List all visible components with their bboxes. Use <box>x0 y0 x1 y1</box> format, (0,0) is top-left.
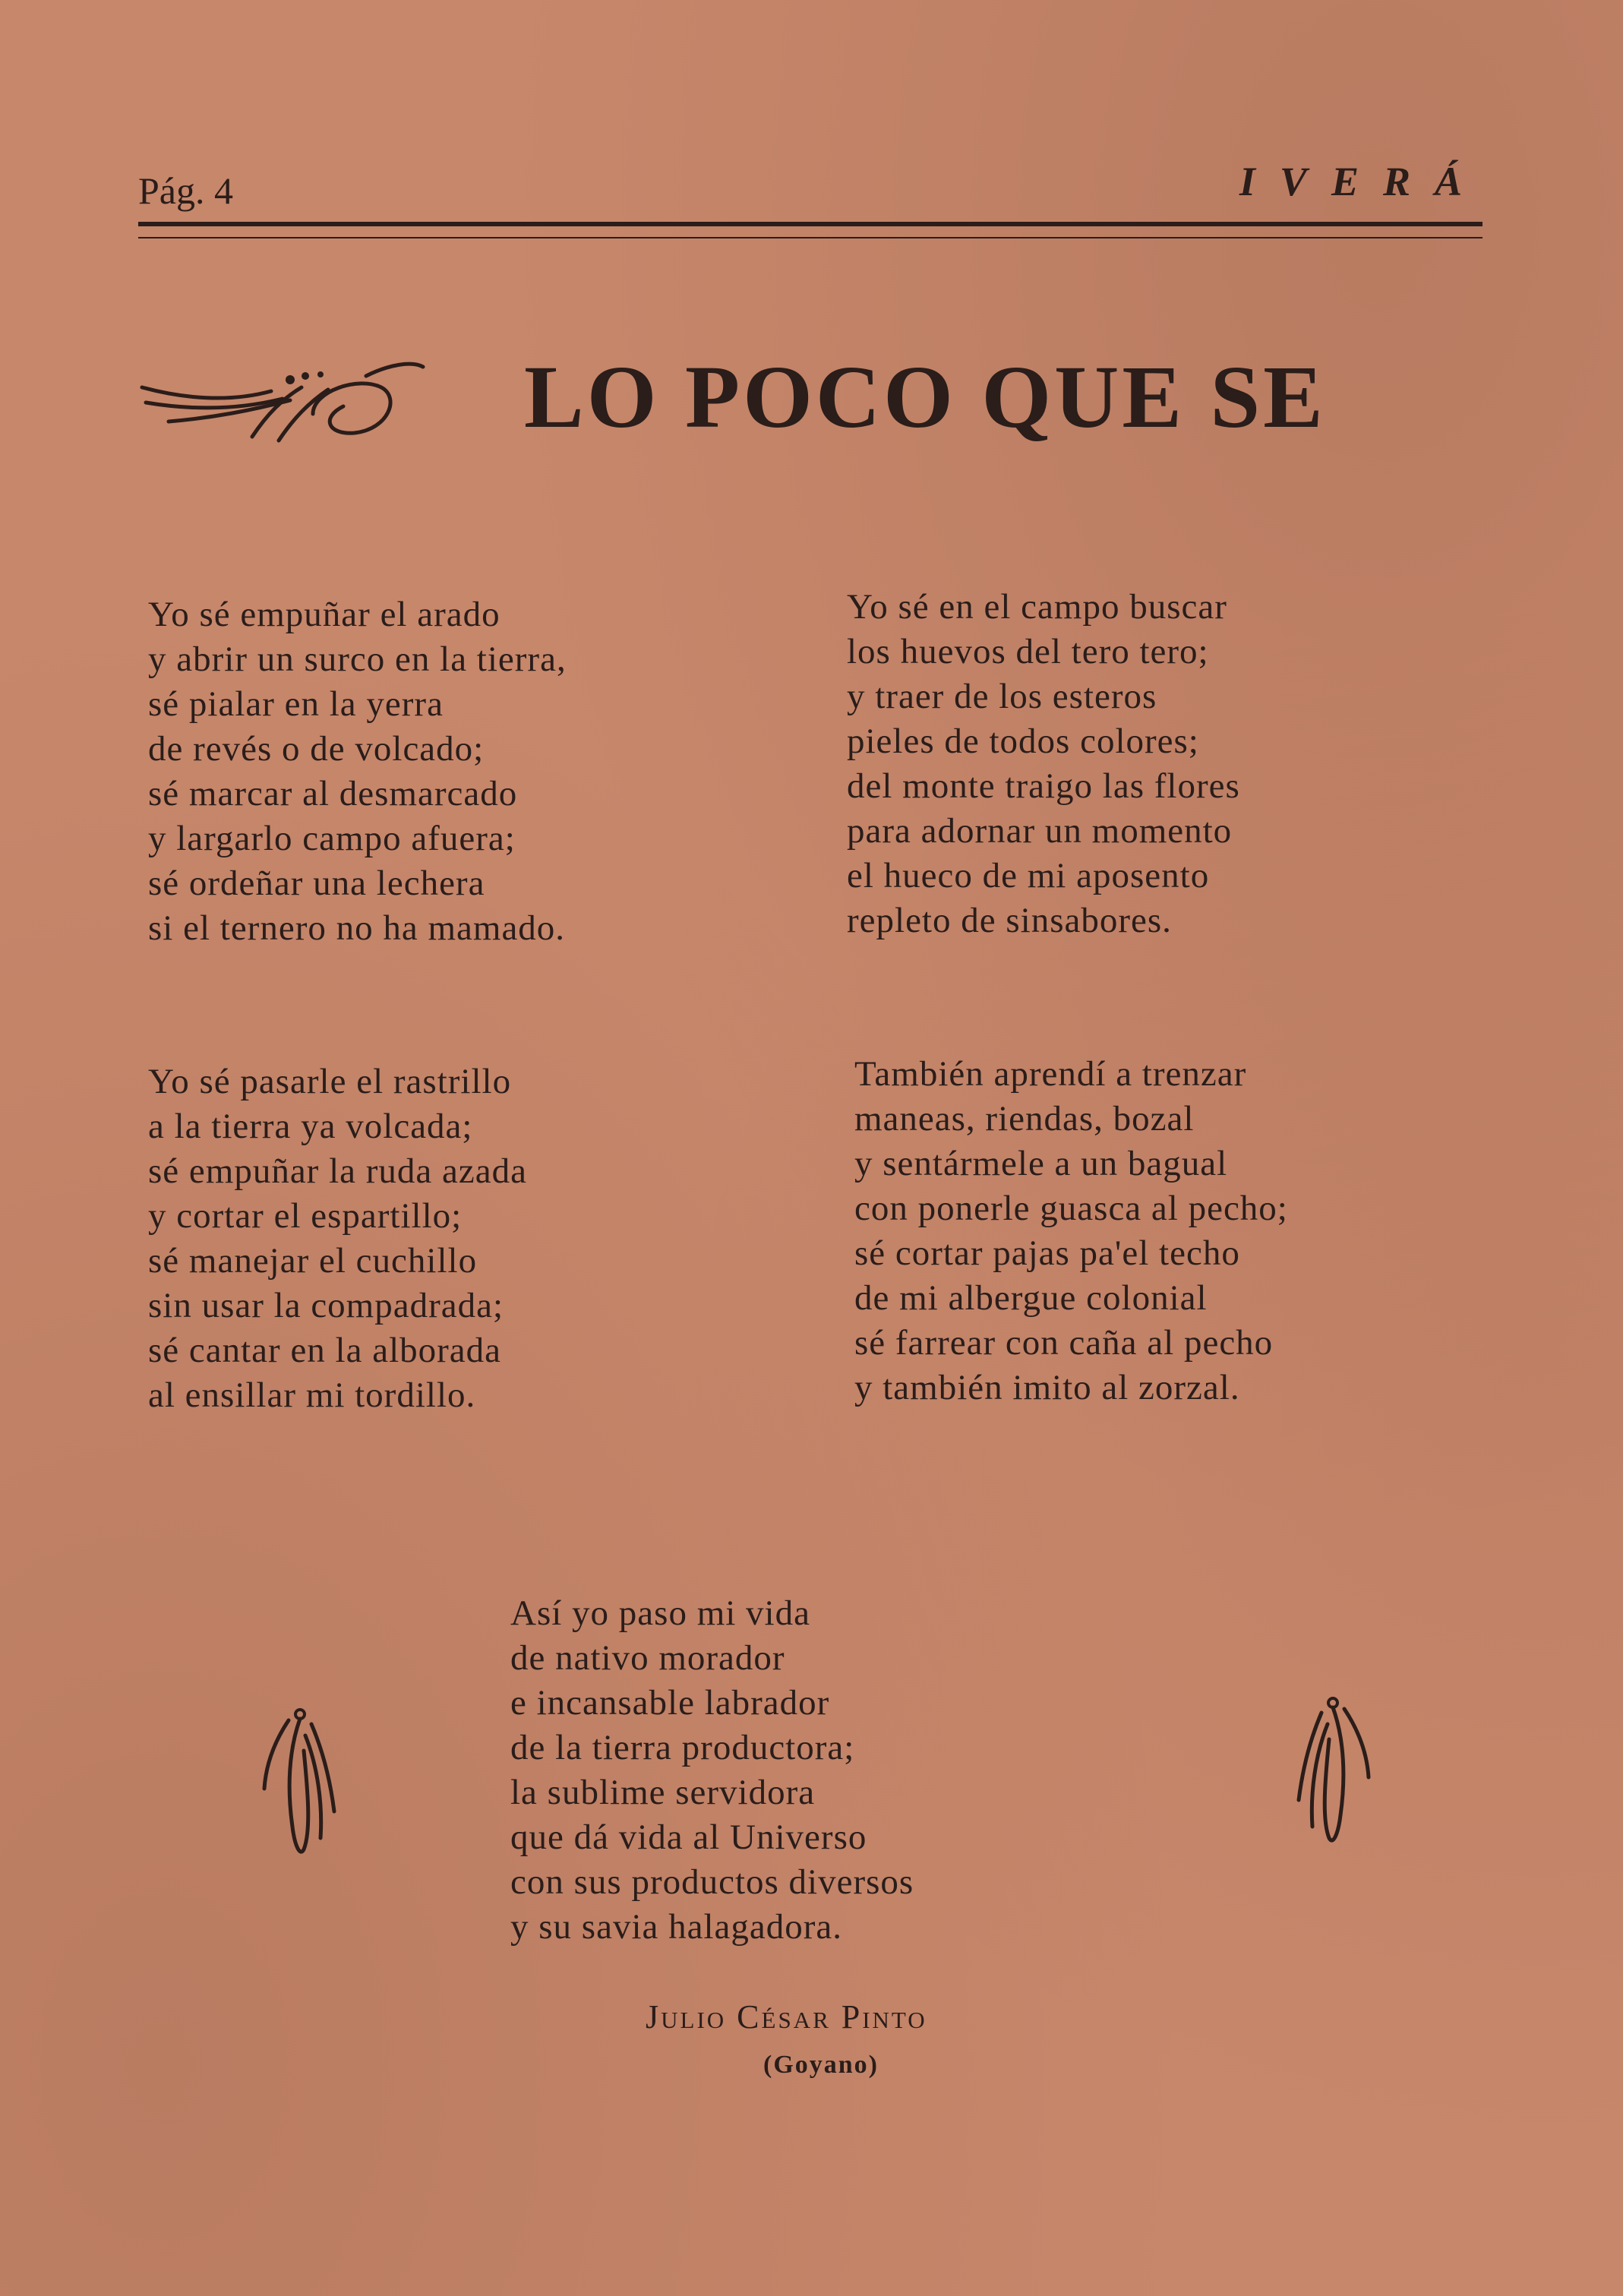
stanza-line: Yo sé pasarle el rastrillo <box>148 1062 512 1101</box>
stanza-line: con ponerle guasca al pecho; <box>854 1189 1288 1228</box>
stanza-line: del monte traigo las flores <box>847 766 1240 806</box>
author-pseudonym: (Goyano) <box>763 2051 879 2079</box>
leaf-ornament-icon <box>258 1705 342 1872</box>
stanza-line: repleto de sinsabores. <box>847 901 1172 940</box>
stanza-line: sé farrear con caña al pecho <box>854 1323 1274 1363</box>
stanza-5 <box>510 1591 914 1950</box>
stanza-line: el hueco de mi aposento <box>847 856 1210 895</box>
leaf-ornament-icon <box>1291 1694 1375 1861</box>
stanza-line: a la tierra ya volcada; <box>148 1107 473 1146</box>
stanza-line: para adornar un momento <box>847 811 1233 851</box>
stanza-line: al ensillar mi tordillo. <box>148 1375 476 1415</box>
stanza-line: pieles de todos colores; <box>847 722 1199 761</box>
stanza-line: los huevos del tero tero; <box>847 632 1209 671</box>
stanza-line: y abrir un surco en la tierra, <box>148 640 567 679</box>
stanza-1 <box>148 592 567 951</box>
stanza-line: de la tierra productora; <box>510 1728 855 1767</box>
stanza-line: que dá vida al Universo <box>510 1818 867 1857</box>
stanza-line: También aprendí a trenzar <box>854 1054 1247 1094</box>
stanza-line: con sus productos diversos <box>510 1862 914 1902</box>
stanza-line: maneas, riendas, bozal <box>854 1099 1195 1139</box>
stanza-line: de mi albergue colonial <box>854 1278 1208 1318</box>
stanza-line: sé cantar en la alborada <box>148 1331 502 1370</box>
stanza-line: Así yo paso mi vida <box>510 1593 810 1633</box>
stanza-line: de nativo morador <box>510 1638 785 1678</box>
poem-title: LO POCO QUE SE <box>524 347 1326 447</box>
stanza-2 <box>847 585 1240 943</box>
header-rule-thick <box>138 222 1482 226</box>
header-rule-thin <box>138 237 1482 238</box>
stanza-line: la sublime servidora <box>510 1773 816 1812</box>
stanza-line: sé empuñar la ruda azada <box>148 1151 527 1191</box>
stanza-line: y cortar el espartillo; <box>148 1196 463 1236</box>
stanza-line: e incansable labrador <box>510 1683 830 1723</box>
stanza-line: Yo sé en el campo buscar <box>847 587 1227 627</box>
stanza-line: y también imito al zorzal. <box>854 1368 1240 1407</box>
page-number: Pág. 4 <box>138 169 233 212</box>
stanza-line: sé ordeñar una lechera <box>148 864 485 903</box>
author-name: Julio César Pinto <box>646 1998 927 2035</box>
stanza-3 <box>148 1060 527 1418</box>
stanza-line: y sentármele a un bagual <box>854 1144 1228 1183</box>
stanza-line: de revés o de volcado; <box>148 729 485 769</box>
stanza-line: si el ternero no ha mamado. <box>148 908 566 948</box>
stanza-line: sé marcar al desmarcado <box>148 774 518 813</box>
stanza-4 <box>854 1052 1288 1410</box>
stanza-line: sé manejar el cuchillo <box>148 1241 478 1281</box>
stanza-line: sé pialar en la yerra <box>148 684 444 724</box>
stanza-line: sin usar la compadrada; <box>148 1286 504 1325</box>
stanza-line: Yo sé empuñar el arado <box>148 595 500 634</box>
journal-title: IVERÁ <box>1239 159 1486 204</box>
stanza-line: y traer de los esteros <box>847 677 1157 716</box>
title-flourish-icon <box>138 346 427 467</box>
stanza-line: y largarlo campo afuera; <box>148 819 516 858</box>
stanza-line: sé cortar pajas pa'el techo <box>854 1233 1240 1273</box>
stanza-line: y su savia halagadora. <box>510 1907 843 1947</box>
